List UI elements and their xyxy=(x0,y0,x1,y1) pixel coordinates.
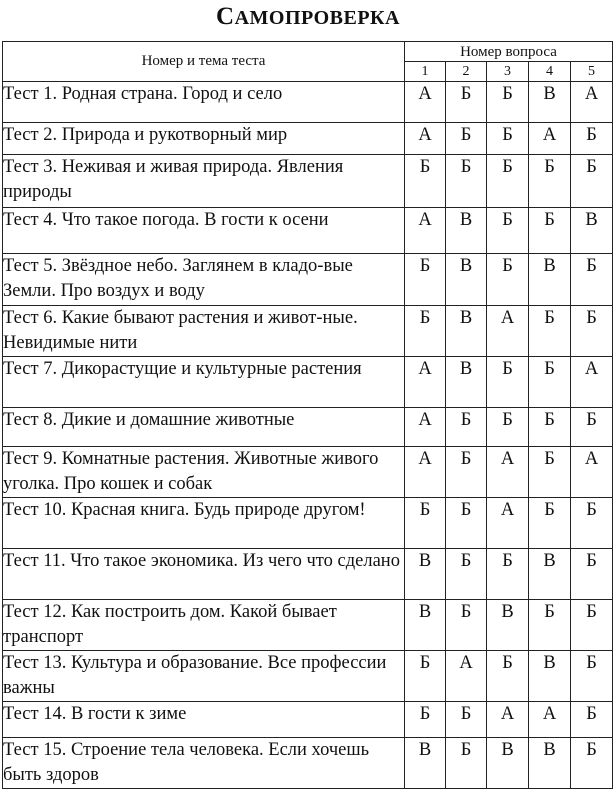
table-row xyxy=(3,738,613,789)
table-row xyxy=(3,82,613,123)
answer-q1: В xyxy=(405,549,446,600)
answers-table-body xyxy=(3,82,613,789)
answer-q3: Б xyxy=(487,155,529,208)
answer-q4: В xyxy=(529,549,571,600)
answer-q2: Б xyxy=(446,408,487,447)
answer-q4: Б xyxy=(529,408,571,447)
test-topic: Тест 11. Что такое экономика. Из чего что сделано xyxy=(3,549,405,600)
answer-q3: Б xyxy=(487,254,529,306)
answer-q1: А xyxy=(405,447,446,498)
answer-q3: А xyxy=(487,498,529,549)
test-topic: Тест 5. Звёздное небо. Заглянем в кладо-вые Земли. Про воздух и воду xyxy=(3,254,405,306)
table-row xyxy=(3,498,613,549)
answer-q2: Б xyxy=(446,155,487,208)
answer-q4: Б xyxy=(529,357,571,408)
table-row xyxy=(3,155,613,208)
answers-table xyxy=(2,41,613,789)
answer-q5: Б xyxy=(571,155,613,208)
answer-q5: В xyxy=(571,208,613,254)
question-number-5: 5 xyxy=(571,62,613,82)
answer-q2: Б xyxy=(446,702,487,738)
page-title-initial: С xyxy=(216,3,235,30)
answer-q1: Б xyxy=(405,498,446,549)
answer-q5: А xyxy=(571,447,613,498)
answer-q3: Б xyxy=(487,651,529,702)
test-topic: Тест 3. Неживая и живая природа. Явления природы xyxy=(3,155,405,208)
test-topic: Тест 14. В гости к зиме xyxy=(3,702,405,738)
answer-q3: А xyxy=(487,447,529,498)
page-title xyxy=(0,4,616,31)
answer-q4: В xyxy=(529,82,571,123)
answer-q3: В xyxy=(487,600,529,651)
test-topic: Тест 4. Что такое погода. В гости к осени xyxy=(3,208,405,254)
table-row xyxy=(3,254,613,306)
answer-q4: А xyxy=(529,123,571,155)
answer-q2: В xyxy=(446,357,487,408)
answer-q2: В xyxy=(446,306,487,357)
answer-q5: Б xyxy=(571,738,613,789)
test-topic: Тест 2. Природа и рукотворный мир xyxy=(3,123,405,155)
answer-q5: Б xyxy=(571,254,613,306)
answer-q1: Б xyxy=(405,702,446,738)
answer-q4: Б xyxy=(529,447,571,498)
answer-q1: В xyxy=(405,738,446,789)
table-row xyxy=(3,651,613,702)
table-row xyxy=(3,123,613,155)
answer-q3: Б xyxy=(487,208,529,254)
answer-q4: Б xyxy=(529,498,571,549)
answer-q5: Б xyxy=(571,498,613,549)
answer-q2: Б xyxy=(446,447,487,498)
test-topic: Тест 12. Как построить дом. Какой бывает транспорт xyxy=(3,600,405,651)
answer-q1: Б xyxy=(405,254,446,306)
answer-q1: А xyxy=(405,357,446,408)
answer-q1: Б xyxy=(405,306,446,357)
answer-q2: Б xyxy=(446,82,487,123)
table-row xyxy=(3,408,613,447)
answer-q4: В xyxy=(529,651,571,702)
answer-q2: Б xyxy=(446,123,487,155)
answer-q1: В xyxy=(405,600,446,651)
answer-q4: Б xyxy=(529,306,571,357)
topic-column-header: Номер и тема теста xyxy=(3,42,405,82)
answer-q1: Б xyxy=(405,651,446,702)
table-row xyxy=(3,357,613,408)
test-topic: Тест 13. Культура и образование. Все профессии важны xyxy=(3,651,405,702)
header-row xyxy=(3,42,613,62)
answer-q4: Б xyxy=(529,155,571,208)
question-number-3: 3 xyxy=(487,62,529,82)
answer-q1: А xyxy=(405,123,446,155)
answer-q5: Б xyxy=(571,651,613,702)
answer-q4: Б xyxy=(529,208,571,254)
answer-q2: Б xyxy=(446,498,487,549)
question-number-2: 2 xyxy=(446,62,487,82)
answer-q5: Б xyxy=(571,600,613,651)
answer-q1: Б xyxy=(405,155,446,208)
test-topic: Тест 1. Родная страна. Город и село xyxy=(3,82,405,123)
answer-q5: Б xyxy=(571,306,613,357)
answer-q5: Б xyxy=(571,123,613,155)
answer-q3: Б xyxy=(487,408,529,447)
table-row xyxy=(3,208,613,254)
answer-q2: Б xyxy=(446,600,487,651)
answer-q3: Б xyxy=(487,123,529,155)
answer-q5: Б xyxy=(571,702,613,738)
test-topic: Тест 10. Красная книга. Будь природе другом! xyxy=(3,498,405,549)
test-topic: Тест 6. Какие бывают растения и живот-ные. Невидимые нити xyxy=(3,306,405,357)
table-row xyxy=(3,549,613,600)
answer-q5: А xyxy=(571,357,613,408)
answer-q3: А xyxy=(487,306,529,357)
answer-q5: Б xyxy=(571,408,613,447)
table-row xyxy=(3,600,613,651)
answer-q3: Б xyxy=(487,549,529,600)
answer-q3: В xyxy=(487,738,529,789)
test-topic: Тест 7. Дикорастущие и культурные растения xyxy=(3,357,405,408)
answer-q3: Б xyxy=(487,357,529,408)
question-number-4: 4 xyxy=(529,62,571,82)
answer-q5: Б xyxy=(571,549,613,600)
question-number-1: 1 xyxy=(405,62,446,82)
table-row xyxy=(3,306,613,357)
answer-q4: А xyxy=(529,702,571,738)
answer-q2: Б xyxy=(446,738,487,789)
answer-q3: А xyxy=(487,702,529,738)
answer-q5: А xyxy=(571,82,613,123)
answer-q3: Б xyxy=(487,82,529,123)
answer-q1: А xyxy=(405,208,446,254)
answer-q2: В xyxy=(446,208,487,254)
test-topic: Тест 8. Дикие и домашние животные xyxy=(3,408,405,447)
answer-q4: Б xyxy=(529,600,571,651)
page-title-rest: АМОПРОВЕРКА xyxy=(234,7,400,29)
answer-q1: А xyxy=(405,82,446,123)
table-row xyxy=(3,447,613,498)
table-row xyxy=(3,702,613,738)
answer-q2: В xyxy=(446,254,487,306)
answer-q4: В xyxy=(529,738,571,789)
answer-q1: А xyxy=(405,408,446,447)
answer-q2: Б xyxy=(446,549,487,600)
answer-q2: А xyxy=(446,651,487,702)
test-topic: Тест 9. Комнатные растения. Животные живого уголка. Про кошек и собак xyxy=(3,447,405,498)
test-topic: Тест 15. Строение тела человека. Если хочешь быть здоров xyxy=(3,738,405,789)
answer-q4: В xyxy=(529,254,571,306)
question-number-header: Номер вопроса xyxy=(405,42,613,62)
